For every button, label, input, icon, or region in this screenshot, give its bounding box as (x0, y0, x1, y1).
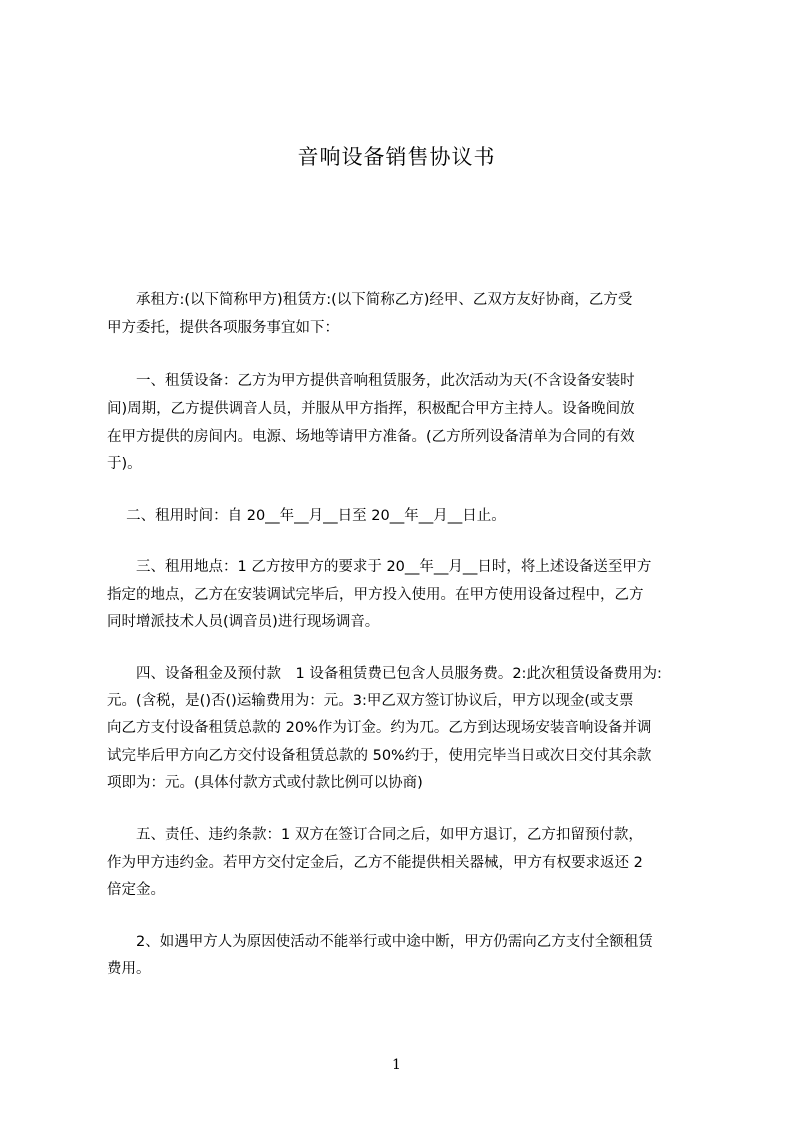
body-line: 于)。 (107, 456, 142, 472)
body-line: 五、责任、违约条款：1 双方在签订合同之后，如甲方退订，乙方扣留预付款， (107, 827, 643, 843)
body-line: 元。(含税，是()否()运输费用为：元。3:甲乙双方签订协议后，甲方以现金(或支票 (107, 693, 634, 709)
document-title: 音响设备销售协议书 (297, 145, 496, 169)
page-number: 1 (392, 1057, 401, 1073)
body-line: 向乙方支付设备租赁总款的 20%作为订金。约为兀。乙方到达现场安装音响设备并调 (107, 720, 652, 736)
body-line: 同时增派技术人员(调音员)进行现场调音。 (107, 614, 380, 630)
body-line: 项即为：元。(具体付款方式或付款比例可以协商) (107, 775, 423, 791)
body-line: 四、设备租金及预付款 1 设备租赁费已包含人员服务费。2:此次租赁设备费用为: (107, 666, 662, 682)
body-line: 三、租用地点：1 乙方按甲方的要求于 20__年__月__日时，将上述设备送至甲方 (107, 559, 652, 575)
body-line: 二、租用时间：自 20__年__月__日至 20__年__月__日止。 (107, 508, 506, 524)
body-line: 承租方:(以下简称甲方)租赁方:(以下简称乙方)经甲、乙双方友好协商，乙方受 (107, 292, 633, 308)
body-line: 间)周期，乙方提供调音人员，并服从甲方指挥，积极配合甲方主持人。设备晚间放 (107, 401, 635, 417)
body-line: 倍定金。 (107, 882, 165, 898)
body-line: 2、如遇甲方人为原因使活动不能举行或中途中断，甲方仍需向乙方支付全额租赁 (107, 934, 653, 950)
body-line: 在甲方提供的房间内。电源、场地等请甲方准备。(乙方所列设备清单为合同的有效 (107, 429, 635, 445)
body-line: 甲方委托，提供各项服务事宜如下： (107, 320, 339, 336)
body-line: 费用。 (107, 961, 151, 977)
body-line: 试完毕后甲方向乙方交付设备租赁总款的 50%约于，使用完毕当日或次日交付其余款 (107, 748, 652, 764)
body-line: 指定的地点，乙方在安装调试完毕后，甲方投入使用。在甲方使用设备过程中，乙方 (107, 587, 644, 603)
body-line: 作为甲方违约金。若甲方交付定金后，乙方不能提供相关器械，甲方有权要求返还 2 (107, 855, 643, 871)
body-line: 一、租赁设备：乙方为甲方提供音响租赁服务，此次活动为天(不含设备安装时 (107, 373, 635, 389)
